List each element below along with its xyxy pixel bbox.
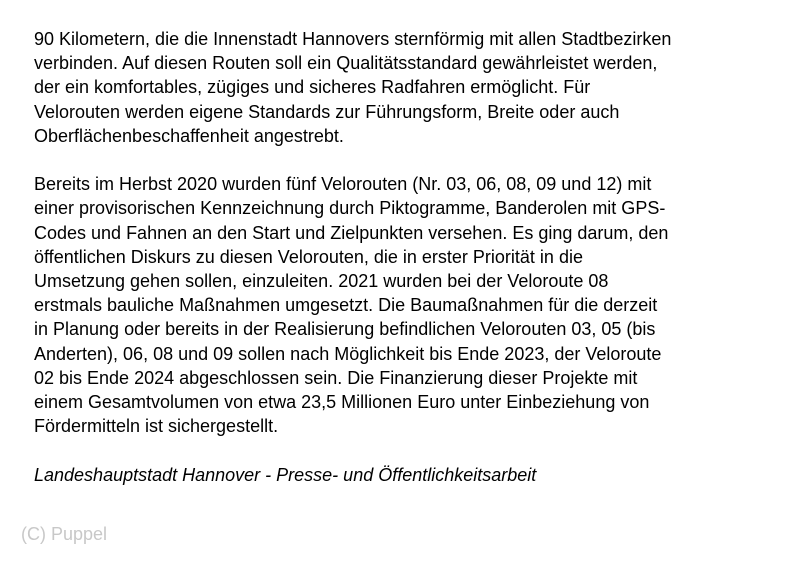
text-line: in Planung oder bereits in der Realisierung befindlichen Velorouten 03, 05 (bis <box>34 319 656 340</box>
document-body <box>34 27 784 487</box>
paragraph-2 <box>34 172 784 438</box>
text-line: Fördermitteln ist sichergestellt. <box>34 416 279 437</box>
text-line: Bereits im Herbst 2020 wurden fünf Velorouten (Nr. 03, 06, 08, 09 und 12) mit <box>34 174 652 195</box>
text-line: einem Gesamtvolumen von etwa 23,5 Millionen Euro unter Einbeziehung von <box>34 392 650 413</box>
text-line: Oberflächenbeschaffenheit angestrebt. <box>34 125 344 146</box>
text-line: Umsetzung gehen sollen, einzuleiten. 2021 wurden bei der Veloroute 08 <box>34 271 609 292</box>
signature <box>34 463 784 487</box>
text-line: Codes und Fahnen an den Start und Zielpunkten versehen. Es ging darum, den <box>34 222 669 243</box>
text-line: 02 bis Ende 2024 abgeschlossen sein. Die Finanzierung dieser Projekte mit <box>34 367 638 388</box>
signature-text: Landeshauptstadt Hannover - Presse- und Öffentlichkeitsarbeit <box>34 464 537 485</box>
copyright-watermark: (C) Puppel <box>21 524 108 544</box>
text-line: verbinden. Auf diesen Routen soll ein Qualitätsstandard gewährleistet werden, <box>34 53 658 74</box>
paragraph-spacer <box>34 438 784 462</box>
text-line: der ein komfortables, zügiges und sicheres Radfahren ermöglicht. Für <box>34 77 591 98</box>
text-line: Anderten), 06, 08 und 09 sollen nach Möglichkeit bis Ende 2023, der Veloroute <box>34 343 662 364</box>
text-line: öffentlichen Diskurs zu diesen Velorouten, die in erster Priorität in die <box>34 246 583 267</box>
text-line: erstmals bauliche Maßnahmen umgesetzt. Die Baumaßnahmen für die derzeit <box>34 295 658 316</box>
text-line: 90 Kilometern, die die Innenstadt Hannovers sternförmig mit allen Stadtbezirken <box>34 29 672 49</box>
text-line: Velorouten werden eigene Standards zur Führungsform, Breite oder auch <box>34 101 620 122</box>
paragraph-1 <box>34 27 784 148</box>
text-line: einer provisorischen Kennzeichnung durch Piktogramme, Banderolen mit GPS- <box>34 198 666 219</box>
paragraph-spacer <box>34 148 784 172</box>
